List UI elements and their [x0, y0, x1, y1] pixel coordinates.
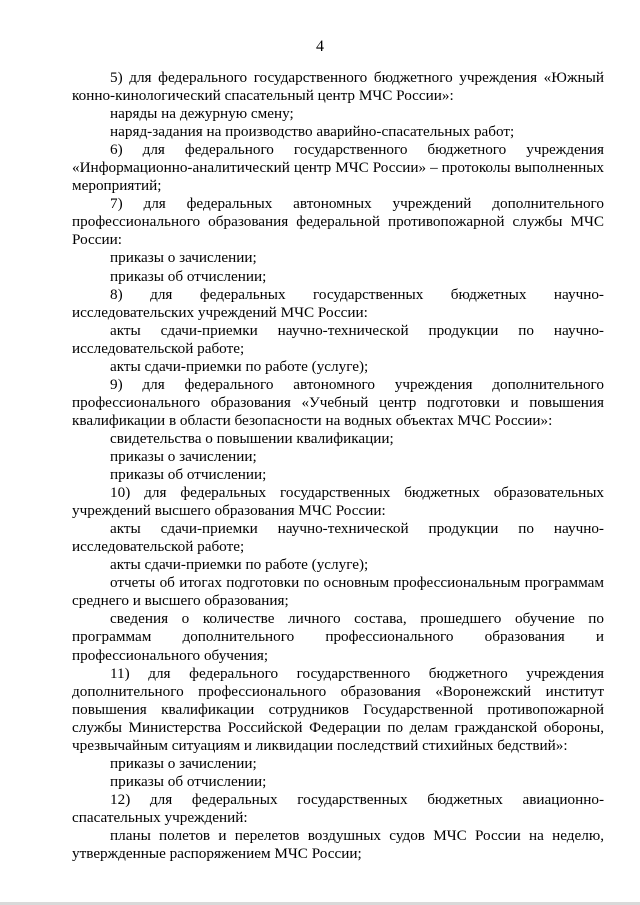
paragraph-item-11: 11) для федерального государственного бюджетного учреждения дополнительного профессионального образования «Воронежский институт повышения квалификации сотрудников Государственной противопожарной службы Министерства Российской Федерации по делам гражданской обороны, чрезвычайным ситуациям и ликвидации последствий стихийных бедствий»: — [72, 664, 604, 754]
list-item: отчеты об итогах подготовки по основным профессиональным программам среднего и высшего образования; — [72, 574, 604, 610]
list-item: приказы о зачислении; — [110, 447, 257, 465]
paragraph-item-6: 6) для федерального государственного бюджетного учреждения «Информационно-аналитический центр МЧС России» – протоколы выполненных мероприятий; — [72, 141, 604, 195]
paragraph-item-12: 12) для федеральных государственных бюджетных авиационно-спасательных учреждений: — [72, 790, 604, 826]
list-item: акты сдачи-приемки по работе (услуге); — [110, 556, 369, 574]
list-item: акты сдачи-приемки научно-технической продукции по научно-исследовательской работе; — [72, 520, 604, 556]
list-item: наряды на дежурную смену; — [110, 105, 294, 123]
document-body — [72, 69, 604, 863]
list-item: наряд-задания на производство аварийно-спасательных работ; — [110, 123, 515, 141]
paragraph-item-5: 5) для федерального государственного бюджетного учреждения «Южный конно-кинологический спасательный центр МЧС России»: — [72, 69, 604, 105]
paragraph-item-8: 8) для федеральных государственных бюджетных научно-исследовательских учреждений МЧС России: — [72, 285, 604, 321]
list-item: приказы об отчислении; — [110, 466, 267, 484]
paragraph-item-10: 10) для федеральных государственных бюджетных образовательных учреждений высшего образования МЧС России: — [72, 484, 604, 520]
list-item: сведения о количестве личного состава, прошедшего обучение по программам дополнительного профессионального образования и профессионального обучения; — [72, 610, 604, 664]
list-item: приказы о зачислении; — [110, 249, 257, 267]
list-item: свидетельства о повышении квалификации; — [110, 429, 394, 447]
paragraph-item-7: 7) для федеральных автономных учреждений дополнительного профессионального образования федеральной противопожарной службы МЧС России: — [72, 195, 604, 249]
list-item: приказы об отчислении; — [110, 267, 267, 285]
list-item: приказы об отчислении; — [110, 772, 267, 790]
list-item: приказы о зачислении; — [110, 754, 257, 772]
paragraph-item-9: 9) для федерального автономного учреждения дополнительного профессионального образования «Учебный центр подготовки и повышения квалификации в области безопасности на водных объектах МЧС России»: — [72, 375, 604, 429]
list-item: акты сдачи-приемки по работе (услуге); — [110, 357, 369, 375]
list-item: планы полетов и перелетов воздушных судов МЧС России на неделю, утвержденные распоряжением МЧС России; — [72, 826, 604, 863]
list-item: акты сдачи-приемки научно-технической продукции по научно-исследовательской работе; — [72, 321, 604, 357]
page-number: 4 — [316, 38, 324, 55]
